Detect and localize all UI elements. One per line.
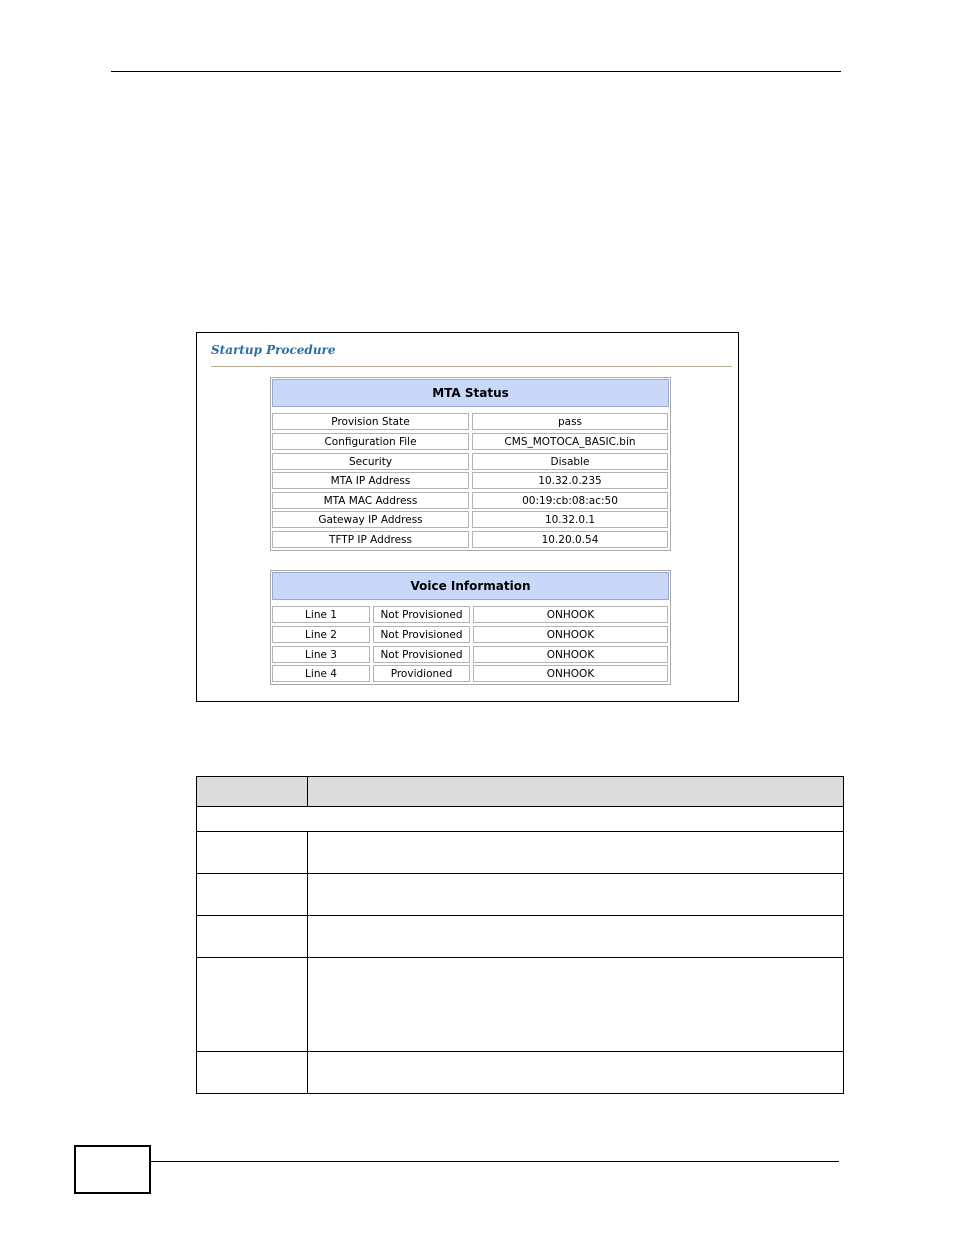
security-label: Security — [272, 453, 469, 470]
mta-ip-value: 10.32.0.235 — [472, 472, 668, 489]
gateway-ip-label: Gateway IP Address — [272, 511, 469, 528]
line-2-name: Line 2 — [272, 626, 370, 643]
provision-state-label: Provision State — [272, 413, 469, 430]
configuration-file-label: Configuration File — [272, 433, 469, 450]
line-3-provision: Not Provisioned — [373, 646, 470, 663]
section-row — [197, 807, 843, 832]
voice-information-panel — [270, 570, 671, 685]
table-row — [197, 916, 843, 958]
header-column-divider — [307, 777, 308, 807]
table-row — [197, 832, 843, 874]
mta-mac-label: MTA MAC Address — [272, 492, 469, 509]
mta-status-panel — [270, 377, 671, 551]
line-2-provision: Not Provisioned — [373, 626, 470, 643]
line-3-hook: ONHOOK — [473, 646, 668, 663]
title-divider — [211, 366, 732, 367]
configuration-file-value: CMS_MOTOCA_BASIC.bin — [472, 433, 668, 450]
mta-status-header: MTA Status — [272, 379, 669, 407]
line-3-name: Line 3 — [272, 646, 370, 663]
line-1-hook: ONHOOK — [473, 606, 668, 623]
description-table-header — [197, 777, 843, 807]
line-1-name: Line 1 — [272, 606, 370, 623]
security-value: Disable — [472, 453, 668, 470]
table-row — [197, 958, 843, 1052]
provision-state-value: pass — [472, 413, 668, 430]
startup-procedure-screenshot — [196, 332, 739, 702]
tftp-ip-value: 10.20.0.54 — [472, 531, 668, 548]
mta-mac-value: 00:19:cb:08:ac:50 — [472, 492, 668, 509]
line-4-provision: Providioned — [373, 665, 470, 682]
line-4-name: Line 4 — [272, 665, 370, 682]
table-row — [197, 1052, 843, 1093]
tftp-ip-label: TFTP IP Address — [272, 531, 469, 548]
voice-information-header: Voice Information — [272, 572, 669, 600]
footer-rule — [151, 1161, 839, 1162]
mta-ip-label: MTA IP Address — [272, 472, 469, 489]
header-rule — [111, 71, 841, 72]
line-2-hook: ONHOOK — [473, 626, 668, 643]
page-number-box — [74, 1145, 151, 1194]
line-4-hook: ONHOOK — [473, 665, 668, 682]
table-row — [197, 874, 843, 916]
field-description-table — [196, 776, 844, 1094]
gateway-ip-value: 10.32.0.1 — [472, 511, 668, 528]
screen-title: Startup Procedure — [211, 343, 336, 357]
line-1-provision: Not Provisioned — [373, 606, 470, 623]
